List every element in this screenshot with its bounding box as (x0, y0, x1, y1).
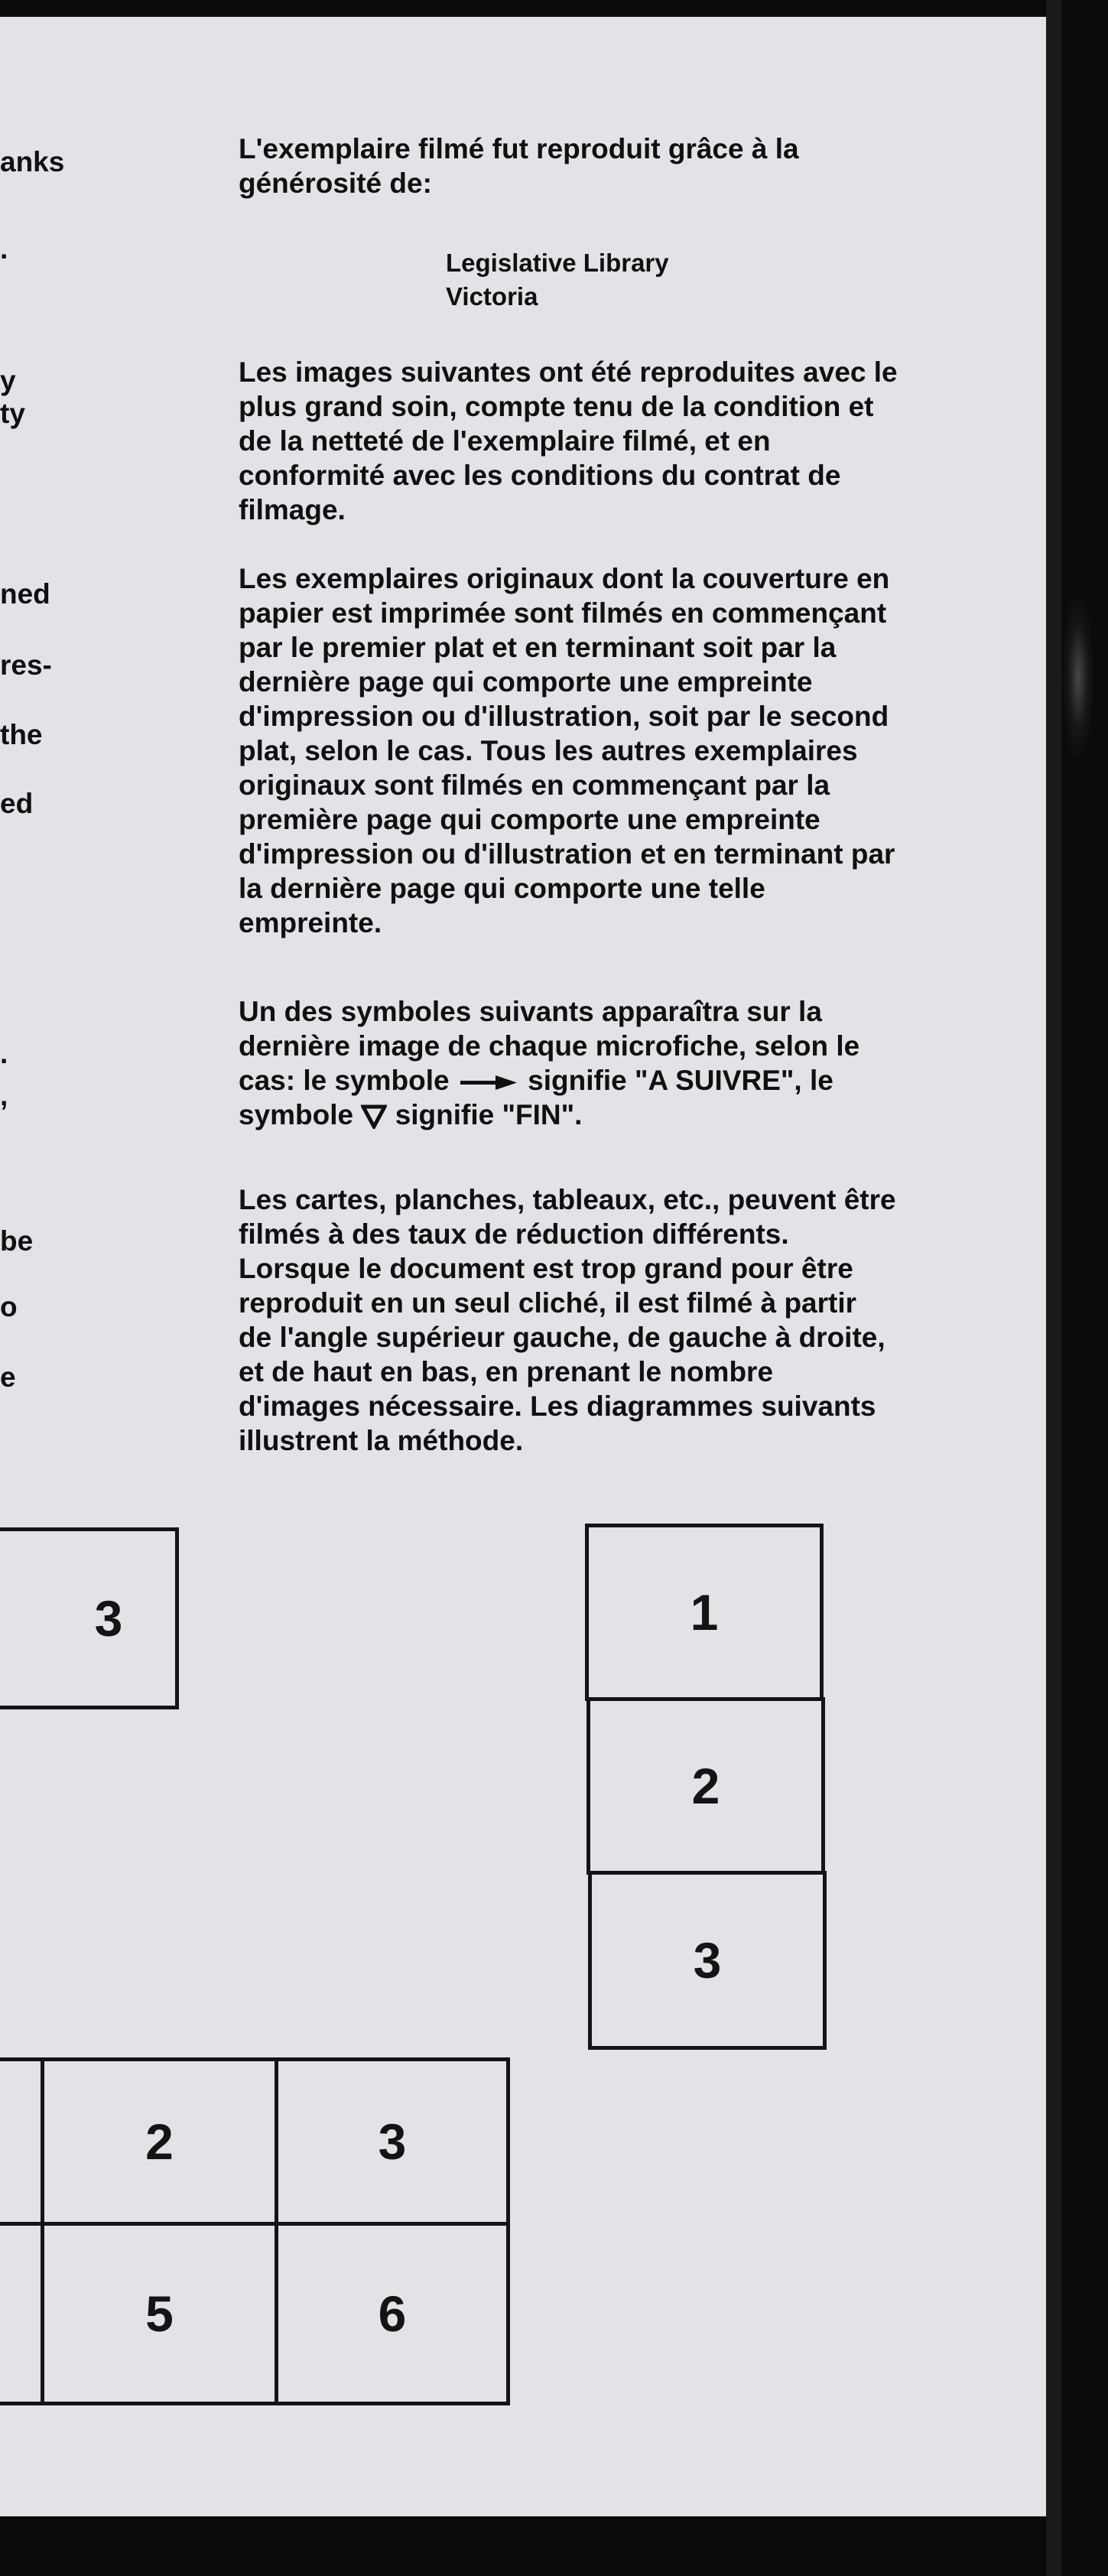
filming-conditions-line: conformité avec les conditions du contrat de (239, 460, 841, 491)
grid-box-6 (275, 2222, 510, 2405)
grid-number-2: 2 (145, 2113, 174, 2170)
symbols-paragraph (239, 994, 859, 1132)
original-copies-line: dernière page qui comporte une empreinte (239, 666, 813, 698)
grid-box-2 (41, 2057, 278, 2226)
filming-conditions-line: de la netteté de l'exemplaire filmé, et en (239, 425, 771, 457)
left-fragment-8: ed (0, 788, 34, 819)
left-fragment-11: be (0, 1225, 34, 1257)
symbols-text: signifie "A SUIVRE", le (528, 1065, 833, 1096)
left-fragment-5: ned (0, 578, 50, 610)
original-copies-line: plat, selon le cas. Tous les autres exemplaires (239, 735, 858, 766)
symbols-line-triangle (239, 1098, 859, 1132)
left-fragment-1: anks (0, 146, 65, 177)
stack-box-3 (588, 1871, 827, 2050)
diagram-method-paragraph (239, 1182, 896, 1458)
right-arrow-icon (457, 1073, 520, 1091)
intro-line: générosité de: (239, 168, 432, 199)
stack-number-3: 3 (693, 1932, 722, 1989)
left-diagram-box (0, 1527, 179, 1709)
diagram-method-line: Les cartes, planches, tableaux, etc., peuvent être (239, 1184, 896, 1215)
filming-conditions-line: filmage. (239, 494, 346, 525)
grid-box-3 (275, 2057, 510, 2226)
grid-box-5 (41, 2222, 278, 2405)
original-copies-line: d'impression ou d'illustration, soit par le second (239, 701, 889, 732)
left-diagram-number: 3 (94, 1590, 123, 1647)
library-city: Victoria (446, 282, 538, 311)
grid-box-1-partial (0, 2057, 44, 2226)
library-name: Legislative Library (446, 249, 669, 277)
filming-conditions-line: Les images suivantes ont été reproduites avec le (239, 356, 898, 388)
left-fragment-12: o (0, 1291, 18, 1322)
stack-number-1: 1 (690, 1584, 719, 1641)
symbols-text: signifie "FIN". (395, 1099, 583, 1130)
grid-number-6: 6 (378, 2285, 407, 2342)
left-fragment-7: the (0, 719, 43, 750)
symbols-line: dernière image de chaque microfiche, selon le (239, 1030, 860, 1062)
symbols-line: Un des symboles suivants apparaîtra sur la (239, 996, 822, 1027)
left-fragment-6: res- (0, 649, 52, 681)
left-fragment-4: ty (0, 398, 25, 429)
diagram-method-line: de l'angle supérieur gauche, de gauche à droite, (239, 1322, 885, 1353)
left-fragment-10: , (0, 1080, 8, 1111)
stack-number-2: 2 (691, 1758, 720, 1814)
filming-conditions-line: plus grand soin, compte tenu de la condition et (239, 391, 874, 422)
left-fragment-2: . (0, 233, 8, 265)
library-credit (446, 246, 669, 314)
diagram-method-line: et de haut en bas, en prenant le nombre (239, 1356, 774, 1387)
diagram-method-line: filmés à des taux de réduction différents. (239, 1218, 789, 1250)
original-copies-line: originaux sont filmés en commençant par la (239, 769, 830, 801)
original-copies-line: papier est imprimée sont filmés en commençant (239, 597, 887, 629)
scan-smudge (1063, 597, 1093, 757)
grid-number-5: 5 (145, 2285, 174, 2342)
stack-box-2 (586, 1697, 825, 1875)
original-copies-line: empreinte. (239, 907, 382, 938)
intro-line: L'exemplaire filmé fut reproduit grâce à la (239, 133, 799, 164)
left-fragment-9: . (0, 1038, 8, 1069)
original-copies-line: la dernière page qui comporte une telle (239, 873, 765, 904)
scanned-page (0, 17, 1046, 2516)
grid-box-4-partial (0, 2222, 44, 2405)
original-copies-line: d'impression ou d'illustration et en terminant par (239, 838, 895, 870)
original-copies-line: par le premier plat et en terminant soit par la (239, 632, 837, 663)
diagram-method-line: illustrent la méthode. (239, 1425, 524, 1456)
symbols-line-arrow (239, 1063, 859, 1098)
filming-conditions-paragraph (239, 355, 898, 527)
stack-box-1 (585, 1524, 824, 1701)
symbols-text: cas: le symbole (239, 1065, 450, 1096)
diagram-method-line: Lorsque le document est trop grand pour être (239, 1253, 853, 1284)
original-copies-line: première page qui comporte une empreinte (239, 804, 820, 835)
grid-number-3: 3 (378, 2113, 407, 2170)
left-fragment-13: e (0, 1361, 16, 1393)
original-copies-paragraph (239, 561, 895, 940)
diagram-method-line: d'images nécessaire. Les diagrammes suivants (239, 1390, 876, 1422)
symbols-text: symbole (239, 1099, 354, 1130)
left-fragment-3: y (0, 365, 16, 396)
original-copies-line: Les exemplaires originaux dont la couverture en (239, 563, 890, 594)
diagram-method-line: reproduit en un seul cliché, il est filmé à partir (239, 1287, 857, 1319)
page-edge-strip (1046, 0, 1061, 2576)
intro-paragraph (239, 132, 799, 200)
down-triangle-icon (361, 1104, 387, 1129)
